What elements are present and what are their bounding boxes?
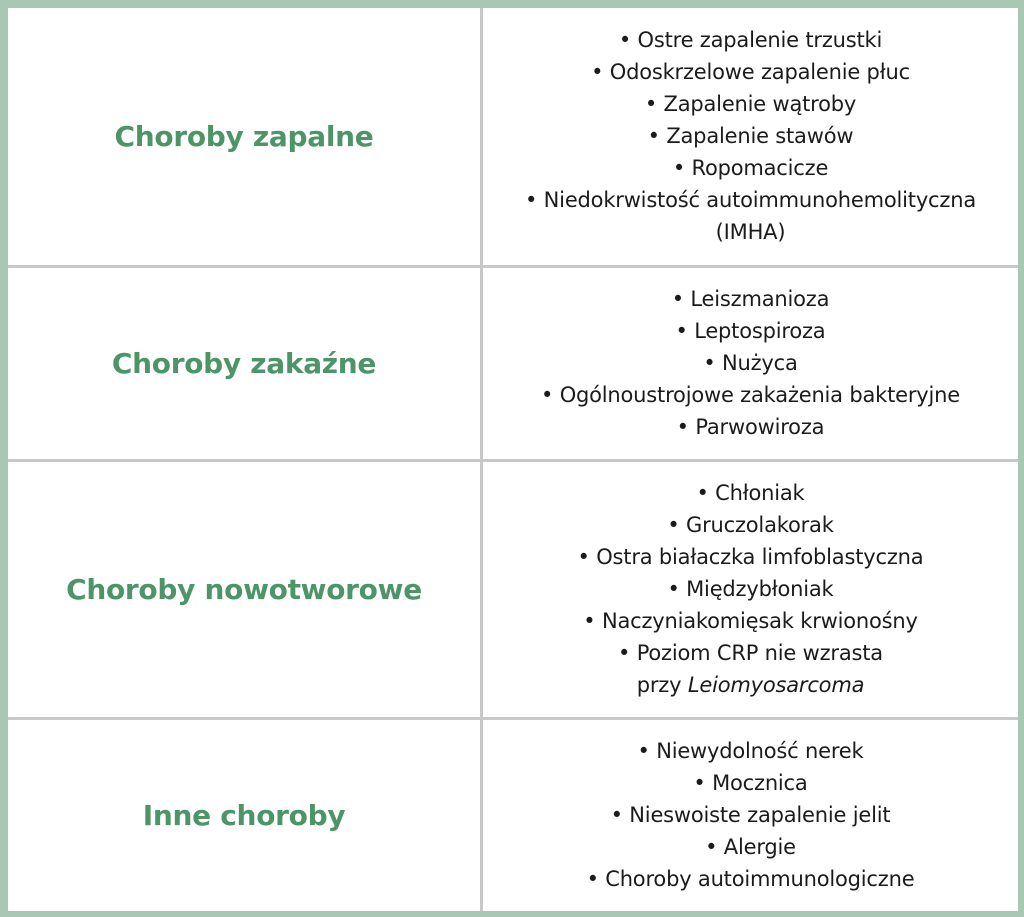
bullet-icon: • <box>672 156 686 181</box>
disease-table <box>8 8 1018 911</box>
list-item-continuation: (IMHA) <box>715 220 786 245</box>
list-item: • Parwowiroza <box>676 415 825 439</box>
bullet-icon: • <box>675 319 688 343</box>
list-item: • Poziom CRP nie wzrasta <box>618 641 883 665</box>
italic-term: Leiomyosarcoma <box>687 673 865 697</box>
category-cell <box>8 460 482 718</box>
list-item: • Chłoniak <box>696 481 805 505</box>
bullet-icon: • <box>525 188 538 213</box>
list-item: • Ropomacicze <box>672 156 829 181</box>
bullet-icon: • <box>667 577 680 601</box>
category-label: Choroby zakaźne <box>111 346 377 380</box>
list-item: • Leiszmanioza <box>671 287 830 311</box>
bullet-icon: • <box>644 92 658 117</box>
items-cell <box>482 718 1019 911</box>
bullet-icon: • <box>618 641 631 665</box>
bullet-icon: • <box>647 124 660 149</box>
list-item: • Gruczolakorak <box>667 513 834 537</box>
bullet-icon: • <box>583 609 596 633</box>
bullet-icon: • <box>667 513 680 537</box>
bullet-icon: • <box>696 481 709 505</box>
bullet-icon: • <box>705 835 718 860</box>
list-item: • Ogólnoustrojowe zakażenia bakteryjne <box>541 383 960 407</box>
list-item: • Międzybłoniak <box>667 577 834 601</box>
bullet-icon: • <box>577 545 590 569</box>
item-list <box>483 735 1018 895</box>
bullet-icon: • <box>610 803 623 828</box>
bullet-icon: • <box>693 771 706 796</box>
list-item: • Ostra białaczka limfoblastyczna <box>577 545 924 569</box>
items-cell <box>482 460 1019 718</box>
bullet-icon: • <box>637 739 650 764</box>
bullet-icon: • <box>618 28 632 53</box>
list-item-continuation: przy Leiomyosarcoma <box>636 673 865 697</box>
list-item: • Zapalenie stawów <box>647 124 854 149</box>
bullet-icon: • <box>541 383 554 407</box>
list-item: • Zapalenie wątroby <box>644 92 857 117</box>
category-label: Choroby zapalne <box>114 119 374 153</box>
item-list <box>483 477 1018 701</box>
bullet-icon: • <box>676 415 689 439</box>
category-label: Choroby nowotworowe <box>66 572 422 606</box>
table-row <box>8 460 1018 718</box>
items-cell <box>482 8 1019 266</box>
list-item: • Alergie <box>705 835 796 860</box>
item-list <box>483 283 1018 443</box>
list-item: • Ostre zapalenie trzustki <box>618 28 883 53</box>
list-item: • Niewydolność nerek <box>637 739 864 764</box>
list-item: • Odoskrzelowe zapalenie płuc <box>591 60 910 85</box>
table-row <box>8 8 1018 266</box>
item-list <box>483 24 1018 248</box>
category-cell <box>8 718 482 911</box>
items-cell <box>482 266 1019 460</box>
table-row <box>8 266 1018 460</box>
list-item: • Leptospiroza <box>675 319 826 343</box>
list-item: • Nużyca <box>703 351 798 375</box>
bullet-icon: • <box>671 287 684 311</box>
list-item: • Choroby autoimmunologiczne <box>586 867 915 892</box>
category-cell <box>8 266 482 460</box>
bullet-icon: • <box>703 351 716 375</box>
list-item: • Niedokrwistość autoimmunohemolityczna <box>525 188 976 213</box>
list-item: • Mocznica <box>693 771 808 796</box>
list-item: • Nieswoiste zapalenie jelit <box>610 803 891 828</box>
bullet-icon: • <box>586 867 599 892</box>
list-item: • Naczyniakomięsak krwionośny <box>583 609 918 633</box>
category-cell <box>8 8 482 266</box>
category-label: Inne choroby <box>142 798 346 832</box>
bullet-icon: • <box>591 60 604 85</box>
table-row <box>8 718 1018 911</box>
